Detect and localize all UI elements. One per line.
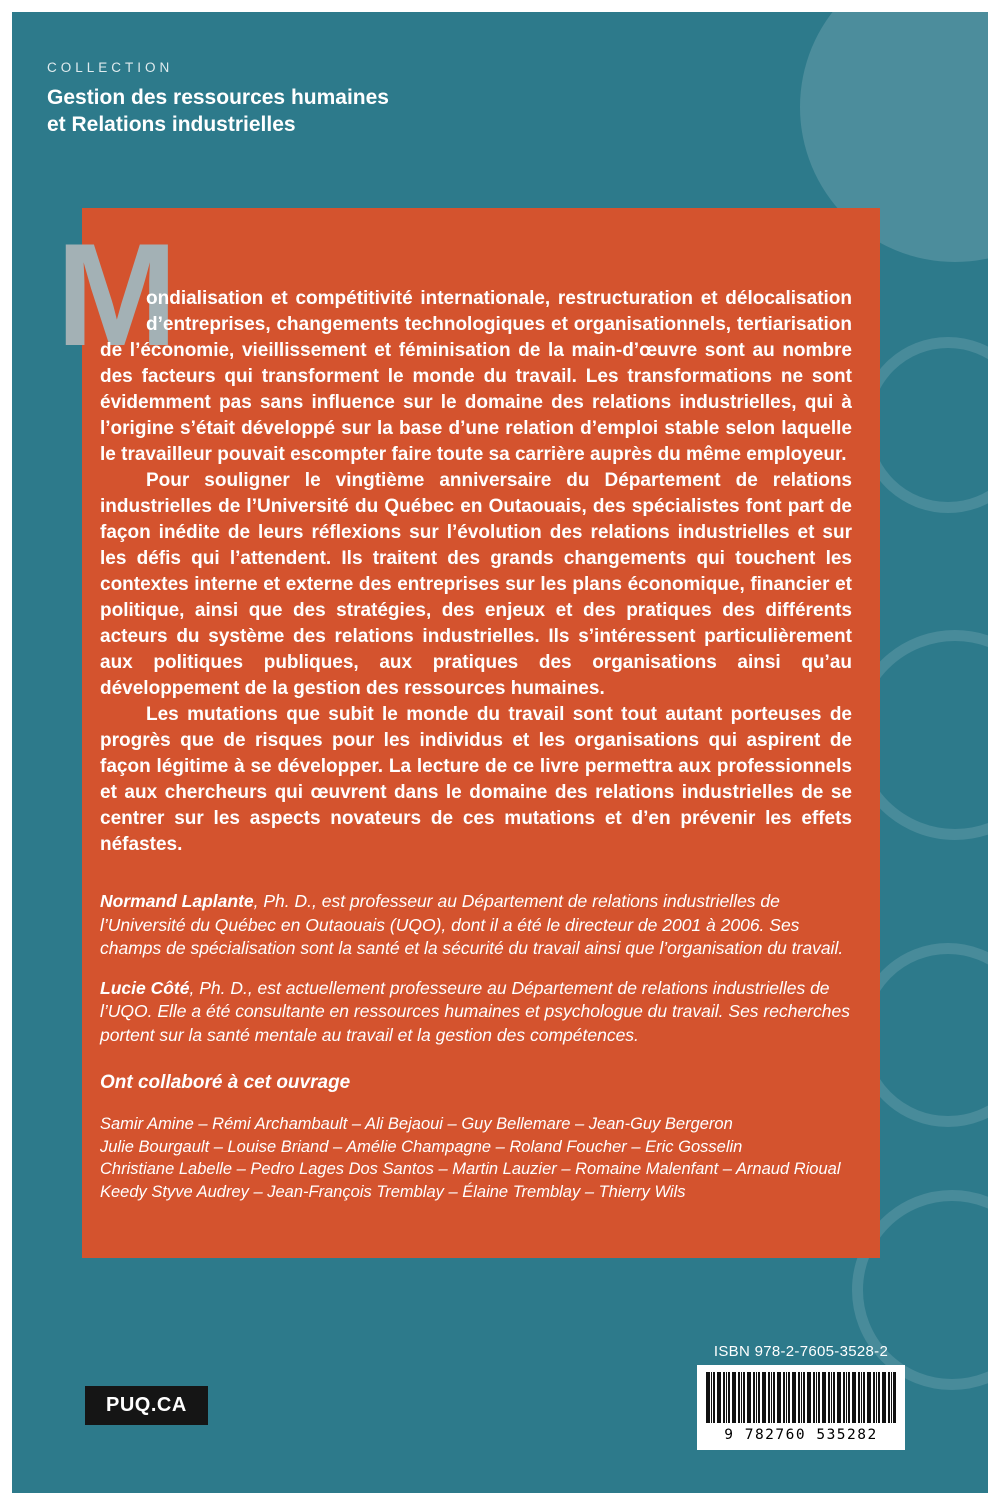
- barcode: [697, 1365, 905, 1450]
- contributors-line: Keedy Styve Audrey – Jean-François Tremblay – Élaine Tremblay – Thierry Wils: [100, 1182, 686, 1201]
- dropcap-letter: M: [56, 213, 176, 376]
- barcode-bars-graphic: [706, 1372, 896, 1423]
- dropcap-spacer: [100, 286, 146, 336]
- author-name: Lucie Côté: [100, 977, 190, 998]
- cover-background: [12, 12, 988, 1493]
- contributors-line: Samir Amine – Rémi Archambault – Ali Bejaoui – Guy Bellemare – Jean-Guy Bergeron: [100, 1115, 733, 1133]
- author-bio-text: , Ph. D., est actuellement professeure au Département de relations industrielles de l’UQO. Elle a été consultante en ressources humaines et psychologue du travail. Ses recherches portent sur la santé mentale au travail et la gestion des compétences.: [100, 977, 850, 1045]
- synopsis-paragraph-1-text: ondialisation et compétitivité internationale, restructuration et délocalisation d’entreprises, changements technologiques et organisationnels, tertiarisation de l’économie, vieillissement et féminisation de la main-d’œuvre sont au nombre des facteurs qui transforment le monde du travail. Les transformations ne sont évidemment pas sans influence sur le domaine des relations industrielles, qui à l’origine s’était développé sur la base d’une relation d’emploi stable selon laquelle le travailleur pouvait escompter faire toute sa carrière auprès du même employeur.: [100, 288, 852, 465]
- author-bio-laplante: [100, 890, 852, 961]
- synopsis-paragraph-2: Pour souligner le vingtième anniversaire du Département de relations industrielles de l’Université du Québec en Outaouais, des spécialistes font part de façon inédite de leurs réflexions sur l’évolution des relations industrielles et sur les défis qui l’attendent. Ils traitent des grands changements qui touchent les contextes interne et externe des entreprises sur les plans économique, financier et politique, ainsi que des stratégies, des enjeux et des pratiques des différents acteurs du système des relations industrielles. Ils s’intéressent particulièrement aux politiques publiques, aux pratiques des organisations ainsi qu’au développement de la gestion des ressources humaines.: [100, 470, 852, 699]
- author-bios: [100, 890, 852, 1047]
- collection-label: COLLECTION: [47, 60, 174, 75]
- barcode-digits: 9 782760 535282: [724, 1427, 878, 1443]
- contributors-list: [100, 1113, 852, 1203]
- author-name: Normand Laplante: [100, 891, 254, 911]
- contributors-line: Christiane Labelle – Pedro Lages Dos Santos – Martin Lauzier – Romaine Malenfant – Arnaud Rioual: [100, 1160, 841, 1178]
- collection-title: [47, 84, 389, 138]
- author-bio-text: , Ph. D., est professeur au Département de relations industrielles de l’Université du Québec en Outaouais (UQO), dont il a été le directeur de 2001 à 2006. Ses champs de spécialisation sont la santé et la sécurité du travail ainsi que l’organisation du travail.: [100, 891, 844, 958]
- contributors-line: Julie Bourgault – Louise Briand – Amélie Champagne – Roland Foucher – Eric Gosselin: [100, 1137, 743, 1156]
- publisher-url: PUQ.CA: [106, 1394, 187, 1416]
- author-bio-cote: [100, 977, 852, 1048]
- contributors-heading: Ont collaboré à cet ouvrage: [100, 1072, 351, 1093]
- synopsis-paragraph-3: Les mutations que subit le monde du travail sont tout autant porteuses de progrès que de risques pour les individus et les organisations qui aspirent de façon légitime à se développer. La lecture de ce livre permettra aux professionnels et aux chercheurs qui œuvrent dans le domaine des relations industrielles de se centrer sur les aspects novateurs de ces mutations et d’en prévenir les effets néfastes.: [100, 704, 852, 855]
- collection-title-line1: Gestion des ressources humaines: [47, 86, 389, 109]
- isbn-block: [697, 1343, 905, 1450]
- collection-header: [47, 60, 389, 138]
- synopsis-content: [56, 208, 880, 1229]
- synopsis-paragraph-1: [100, 286, 852, 468]
- publisher-badge: [85, 1386, 208, 1425]
- synopsis-panel: [56, 208, 880, 1258]
- collection-title-line2: et Relations industrielles: [47, 113, 296, 136]
- isbn-label: ISBN 978-2-7605-3528-2: [713, 1343, 889, 1360]
